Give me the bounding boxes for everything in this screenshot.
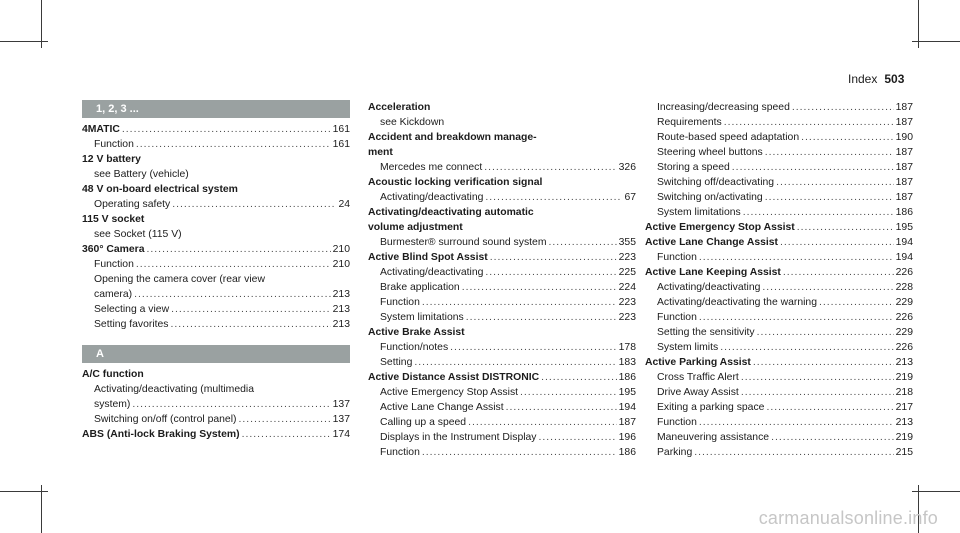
section-spacer: [82, 332, 350, 345]
entry-page: 228: [895, 282, 913, 293]
index-entry: [82, 317, 350, 332]
index-entry: [368, 415, 636, 430]
crop-mark: [41, 485, 42, 533]
entry-page: 187: [895, 192, 913, 203]
index-column-3: [645, 100, 913, 460]
entry-label: Function: [94, 259, 134, 270]
index-section-header: A: [82, 345, 350, 363]
crop-mark: [912, 41, 960, 42]
entry-label: Setting: [380, 357, 413, 368]
index-entry: [82, 197, 350, 212]
leader-dots: [147, 242, 331, 257]
leader-dots: [462, 280, 617, 295]
index-heading: 12 V battery: [82, 154, 141, 165]
entry-page: 194: [895, 252, 913, 263]
entry-page: 187: [895, 147, 913, 158]
index-entry: [368, 295, 636, 310]
index-entry: [645, 190, 913, 205]
entry-label: Cross Traffic Alert: [657, 372, 739, 383]
index-entry: [368, 280, 636, 295]
index-entry: [645, 160, 913, 175]
leader-dots: [422, 295, 617, 310]
entry-label: system): [94, 399, 131, 410]
index-entry: [645, 145, 913, 160]
index-heading: ment: [368, 147, 393, 158]
entry-page: 210: [332, 259, 350, 270]
index-heading: Opening the camera cover (rear view: [94, 274, 265, 285]
entry-page: 196: [618, 432, 636, 443]
entry-page: 225: [618, 267, 636, 278]
leader-dots: [780, 235, 894, 250]
entry-label: Setting favorites: [94, 319, 169, 330]
entry-label: Active Emergency Stop Assist: [645, 222, 795, 233]
leader-dots: [741, 370, 894, 385]
index-entry: [368, 355, 636, 370]
entry-label: Activating/deactivating: [657, 282, 761, 293]
leader-dots: [792, 100, 894, 115]
index-entry: [82, 257, 350, 272]
entry-page: 213: [332, 289, 350, 300]
index-entry: [645, 340, 913, 355]
leader-dots: [724, 115, 894, 130]
crop-mark: [0, 41, 48, 42]
entry-page: 223: [618, 252, 636, 263]
index-entry: [368, 235, 636, 250]
entry-page: 161: [332, 139, 350, 150]
leader-dots: [753, 355, 894, 370]
entry-page: 137: [332, 399, 350, 410]
index-entry: [368, 400, 636, 415]
entry-page: 226: [895, 312, 913, 323]
index-entry: [368, 340, 636, 355]
entry-page: 213: [332, 319, 350, 330]
entry-label: Displays in the Instrument Display: [380, 432, 537, 443]
leader-dots: [490, 250, 617, 265]
entry-page: 187: [895, 117, 913, 128]
entry-label: 4MATIC: [82, 124, 120, 135]
entry-page: 223: [618, 312, 636, 323]
index-heading: Activating/deactivating automatic: [368, 207, 534, 218]
entry-page: 194: [895, 237, 913, 248]
index-heading: see Battery (vehicle): [94, 169, 189, 180]
index-entry: [645, 385, 913, 400]
index-entry: [645, 205, 913, 220]
entry-label: Function: [657, 252, 697, 263]
entry-label: Requirements: [657, 117, 722, 128]
entry-label: Steering wheel buttons: [657, 147, 763, 158]
index-entry: [82, 137, 350, 152]
leader-dots: [520, 385, 617, 400]
entry-label: Switching off/deactivating: [657, 177, 775, 188]
leader-dots: [548, 235, 616, 250]
crop-mark: [0, 491, 48, 492]
index-entry: [645, 400, 913, 415]
entry-page: 219: [895, 432, 913, 443]
page-number: 503: [884, 72, 905, 86]
leader-dots: [172, 197, 334, 212]
entry-page: 213: [332, 304, 350, 315]
index-entry: [645, 235, 913, 250]
entry-label: Route-based speed adaptation: [657, 132, 800, 143]
entry-page: 24: [338, 199, 350, 210]
index-heading: Accident and breakdown manage-: [368, 132, 537, 143]
entry-page: 190: [895, 132, 913, 143]
leader-dots: [771, 430, 894, 445]
index-heading: 48 V on-board electrical system: [82, 184, 238, 195]
index-entry: [645, 445, 913, 460]
entry-label: System limitations: [657, 207, 741, 218]
entry-page: 137: [332, 414, 350, 425]
entry-label: Switching on/activating: [657, 192, 763, 203]
leader-dots: [136, 137, 331, 152]
leader-dots: [171, 302, 331, 317]
entry-page: 67: [624, 192, 636, 203]
leader-dots: [238, 412, 330, 427]
index-heading: see Kickdown: [380, 117, 445, 128]
index-entry: [368, 445, 636, 460]
entry-page: 161: [332, 124, 350, 135]
leader-dots: [414, 355, 616, 370]
entry-page: 229: [895, 297, 913, 308]
entry-label: Increasing/decreasing speed: [657, 102, 790, 113]
entry-label: Mercedes me connect: [380, 162, 483, 173]
leader-dots: [797, 220, 894, 235]
index-entry: [645, 130, 913, 145]
entry-label: Drive Away Assist: [657, 387, 739, 398]
index-column-2: [368, 100, 636, 460]
entry-label: Active Lane Keeping Assist: [645, 267, 781, 278]
entry-label: Activating/deactivating: [380, 267, 484, 278]
entry-label: Function: [657, 312, 697, 323]
watermark: carmanualsonline.info: [758, 508, 938, 528]
leader-dots: [801, 130, 894, 145]
index-heading: see Socket (115 V): [94, 229, 182, 240]
leader-dots: [539, 430, 617, 445]
entry-page: 229: [895, 327, 913, 338]
entry-page: 186: [618, 447, 636, 458]
leader-dots: [122, 122, 331, 137]
leader-dots: [171, 317, 331, 332]
entry-page: 226: [895, 267, 913, 278]
entry-page: 217: [895, 402, 913, 413]
leader-dots: [783, 265, 894, 280]
entry-page: 194: [618, 402, 636, 413]
entry-page: 219: [895, 372, 913, 383]
entry-page: 183: [618, 357, 636, 368]
index-entry: [368, 310, 636, 325]
entry-label: System limitations: [380, 312, 464, 323]
index-entry: [645, 430, 913, 445]
leader-dots: [720, 340, 893, 355]
leader-dots: [484, 160, 616, 175]
index-entry: [645, 310, 913, 325]
entry-label: Active Emergency Stop Assist: [380, 387, 519, 398]
entry-label: Activating/deactivating the warning: [657, 297, 817, 308]
leader-dots: [699, 250, 894, 265]
entry-page: 187: [895, 177, 913, 188]
entry-label: Parking: [657, 447, 693, 458]
leader-dots: [506, 400, 617, 415]
index-entry: [645, 415, 913, 430]
index-heading: volume adjustment: [368, 222, 463, 233]
leader-dots: [466, 310, 617, 325]
leader-dots: [541, 370, 617, 385]
index-entry: [82, 242, 350, 257]
header-title: Index: [848, 72, 878, 86]
entry-page: 326: [618, 162, 636, 173]
index-entry: [645, 355, 913, 370]
entry-label: Activating/deactivating: [380, 192, 484, 203]
entry-label: Switching on/off (control panel): [94, 414, 237, 425]
entry-label: Function/notes: [380, 342, 449, 353]
entry-page: 215: [895, 447, 913, 458]
entry-page: 186: [618, 372, 636, 383]
entry-page: 224: [618, 282, 636, 293]
index-entry: [645, 280, 913, 295]
index-heading: Acceleration: [368, 102, 431, 113]
index-entry: [645, 325, 913, 340]
leader-dots: [132, 397, 330, 412]
index-entry: [645, 220, 913, 235]
entry-page: 355: [618, 237, 636, 248]
leader-dots: [776, 175, 894, 190]
entry-label: Maneuvering assistance: [657, 432, 770, 443]
leader-dots: [732, 160, 894, 175]
entry-label: Active Blind Spot Assist: [368, 252, 488, 263]
index-entry: [645, 250, 913, 265]
entry-page: 195: [895, 222, 913, 233]
index-entry: [82, 397, 350, 412]
entry-label: Active Lane Change Assist: [645, 237, 779, 248]
entry-page: 174: [332, 429, 350, 440]
entry-page: 210: [332, 244, 350, 255]
entry-page: 178: [618, 342, 636, 353]
index-entry: [645, 115, 913, 130]
entry-label: Brake application: [380, 282, 460, 293]
entry-page: 187: [618, 417, 636, 428]
leader-dots: [485, 190, 620, 205]
entry-label: Active Lane Change Assist: [380, 402, 504, 413]
leader-dots: [450, 340, 616, 355]
index-column-1: [82, 100, 350, 442]
entry-label: System limits: [657, 342, 719, 353]
entry-label: Setting the sensitivity: [657, 327, 755, 338]
index-entry: [82, 287, 350, 302]
index-entry: [82, 427, 350, 442]
leader-dots: [757, 325, 894, 340]
index-entry: [645, 175, 913, 190]
leader-dots: [134, 287, 331, 302]
index-entry: [82, 122, 350, 137]
entry-page: 187: [895, 102, 913, 113]
leader-dots: [699, 415, 894, 430]
entry-page: 223: [618, 297, 636, 308]
entry-label: Active Distance Assist DISTRONIC: [368, 372, 540, 383]
entry-label: Function: [657, 417, 697, 428]
leader-dots: [762, 280, 893, 295]
leader-dots: [765, 145, 894, 160]
entry-page: 213: [895, 417, 913, 428]
entry-page: 187: [895, 162, 913, 173]
leader-dots: [741, 385, 894, 400]
entry-label: Function: [380, 447, 420, 458]
index-entry: [645, 100, 913, 115]
index-entry: [82, 412, 350, 427]
index-heading: Activating/deactivating (multimedia: [94, 384, 254, 395]
entry-label: Exiting a parking space: [657, 402, 765, 413]
index-heading: 115 V socket: [82, 214, 145, 225]
entry-label: Operating safety: [94, 199, 171, 210]
index-entry: [82, 302, 350, 317]
entry-label: 360° Camera: [82, 244, 145, 255]
leader-dots: [468, 415, 617, 430]
leader-dots: [485, 265, 616, 280]
entry-page: 186: [895, 207, 913, 218]
index-heading: Acoustic locking verification signal: [368, 177, 543, 188]
entry-label: Burmester® surround sound system: [380, 237, 547, 248]
index-entry: [368, 265, 636, 280]
entry-page: 195: [618, 387, 636, 398]
index-entry: [368, 430, 636, 445]
entry-page: 218: [895, 387, 913, 398]
entry-label: Function: [94, 139, 134, 150]
page-header: [848, 72, 904, 86]
index-entry: [368, 370, 636, 385]
index-heading: A/C function: [82, 369, 144, 380]
leader-dots: [699, 310, 894, 325]
index-entry: [368, 250, 636, 265]
index-entry: [368, 190, 636, 205]
leader-dots: [766, 400, 893, 415]
index-section-header: 1, 2, 3 ...: [82, 100, 350, 118]
leader-dots: [422, 445, 617, 460]
entry-label: Calling up a speed: [380, 417, 467, 428]
leader-dots: [694, 445, 893, 460]
index-heading: Active Brake Assist: [368, 327, 465, 338]
leader-dots: [242, 427, 331, 442]
entry-label: ABS (Anti-lock Braking System): [82, 429, 240, 440]
crop-mark: [912, 491, 960, 492]
entry-page: 226: [895, 342, 913, 353]
index-entry: [645, 265, 913, 280]
index-entry: [645, 370, 913, 385]
entry-label: Function: [380, 297, 420, 308]
entry-page: 213: [895, 357, 913, 368]
leader-dots: [819, 295, 894, 310]
index-entry: [645, 295, 913, 310]
leader-dots: [765, 190, 894, 205]
leader-dots: [136, 257, 331, 272]
index-entry: [368, 160, 636, 175]
leader-dots: [743, 205, 894, 220]
index-entry: [368, 385, 636, 400]
entry-label: camera): [94, 289, 133, 300]
entry-label: Storing a speed: [657, 162, 730, 173]
entry-label: Active Parking Assist: [645, 357, 751, 368]
entry-label: Selecting a view: [94, 304, 170, 315]
